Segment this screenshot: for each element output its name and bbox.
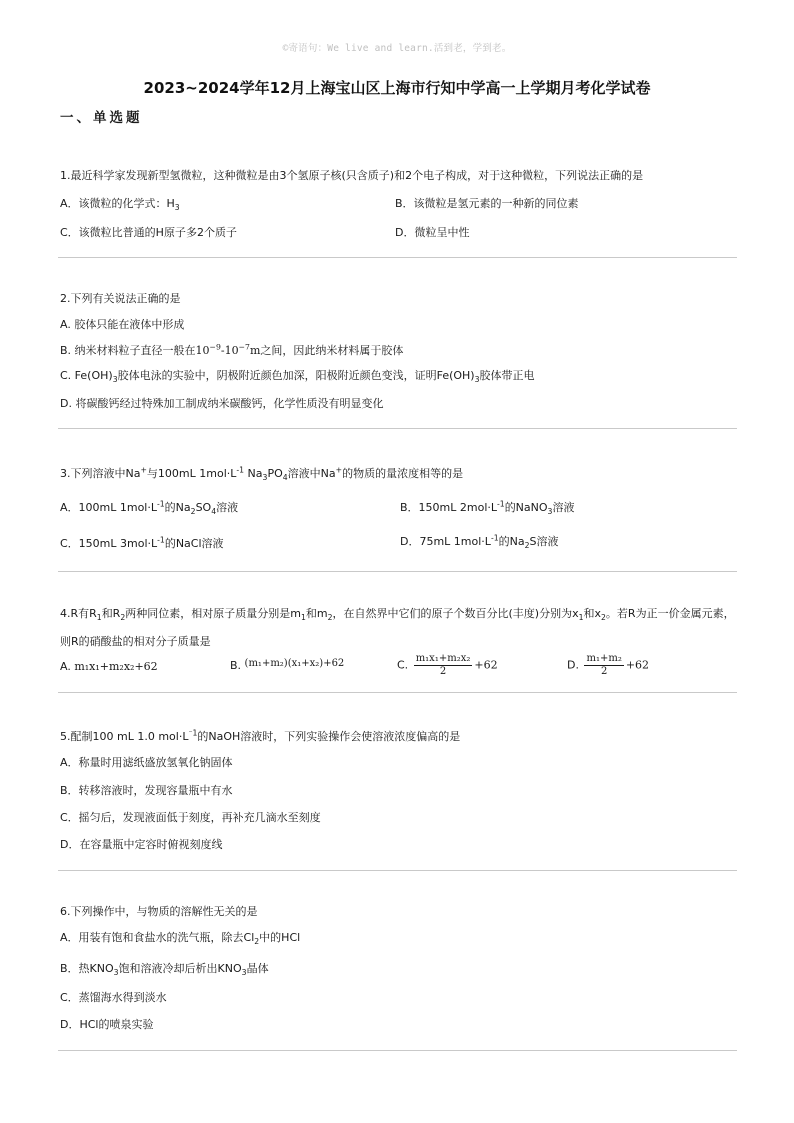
question-2-stem: 2.下列有关说法正确的是 bbox=[60, 292, 181, 305]
question-divider bbox=[58, 257, 737, 258]
question-3-option-d[interactable]: D．75mL $1mol\cdot L^{-1}$的$Na_2S$溶液 bbox=[400, 533, 559, 551]
question-6-option-d[interactable]: D．HCl的喷泉实验 bbox=[60, 1018, 154, 1031]
question-divider bbox=[58, 870, 737, 871]
question-2-option-a[interactable]: A. 胶体只能在液体中形成 bbox=[60, 318, 185, 331]
question-4 bbox=[60, 607, 736, 687]
question-1-stem: 1.最近科学家发现新型氢微粒，这种微粒是由3个氢原子核(只含质子)和2个电子构成，对于这种微粒，下列说法正确的是 bbox=[60, 169, 644, 182]
question-5 bbox=[60, 730, 736, 850]
question-divider bbox=[58, 1050, 737, 1051]
question-1-option-b[interactable]: B．该微粒是氢元素的一种新的同位素 bbox=[395, 197, 579, 210]
question-3-option-c[interactable]: C．150mL $3mol\cdot L^{-1}$的NaCl溶液 bbox=[60, 535, 224, 550]
question-divider bbox=[58, 692, 737, 693]
watermark: ©寄语句：We live and learn.活到老，学到老。 bbox=[282, 43, 512, 54]
question-2-option-b[interactable]: B. 纳米材料粒子直径一般在$10^{-9}-10^{-7}m$之间，因此纳米材料属于胶体 bbox=[60, 342, 404, 357]
question-5-stem: 5.配制100 mL 1.0 $mol\cdot L^{^-1}$的NaOH溶液时，下列实验操作会使溶液浓度偏高的是 bbox=[60, 728, 461, 743]
question-6-option-a[interactable]: A．用装有饱和食盐水的洗气瓶，除去$Cl_2$中的HCl bbox=[60, 931, 301, 947]
question-6-stem: 6.下列操作中，与物质的溶解性无关的是 bbox=[60, 905, 258, 918]
question-5-option-d[interactable]: D．在容量瓶中定容时俯视刻度线 bbox=[60, 838, 223, 851]
question-4-option-d[interactable]: D. $\frac{\text{m₁+m₂}}{2}$ +62 bbox=[567, 653, 650, 677]
fraction: $\frac{\text{m₁+m₂}}{2}$ bbox=[586, 653, 622, 677]
question-2-option-c[interactable]: C. $Fe(OH)_3$胶体电泳的实验中，阴极附近颜色加深，阳极附近颜色变浅，证明$Fe(OH)_3$胶体带正电 bbox=[60, 369, 535, 385]
question-4-stem-line-2: 则R的硝酸盐的相对分子质量是 bbox=[60, 635, 211, 648]
question-2-option-d[interactable]: D. 将碳酸钙经过特殊加工制成纳米碳酸钙，化学性质没有明显变化 bbox=[60, 397, 384, 410]
question-3-option-b[interactable]: B．150mL $2mol\cdot L^{-1}$的NaNO$_3$溶液 bbox=[400, 499, 575, 517]
question-divider bbox=[58, 571, 737, 572]
question-1-option-a[interactable]: A．该微粒的化学式：$H_3$ bbox=[60, 197, 180, 213]
fraction: $\frac{\text{m₁x₁+m₂x₂}}{2}$ bbox=[415, 653, 471, 677]
question-3-stem: 3.下列溶液中Na+与100mL $1mol\cdot L^{-1}$ $Na_3PO_4$溶液中Na+的物质的量浓度相等的是 bbox=[60, 465, 464, 483]
question-4-option-b[interactable]: B. (m₁+m₂)(x₁+x₂)+62 bbox=[230, 658, 345, 672]
question-4-option-a[interactable]: A. m₁x₁+m₂x₂+62 bbox=[60, 660, 158, 673]
question-1-option-d[interactable]: D．微粒呈中性 bbox=[395, 226, 470, 239]
page-title: 2023~2024学年12月上海宝山区上海市行知中学高一上学期月考化学试卷 bbox=[143, 79, 651, 97]
question-4-stem-line-1: 4.R有$R_1$和$R_2$两种同位素，相对原子质量分别是$m_1$和$m_2$，在自然界中它们的原子个数百分比(丰度)分别为$x_1$和$x_2$。若R为正一价金属元素， bbox=[60, 607, 735, 623]
question-6-option-b[interactable]: B．热$KNO_3$饱和溶液冷却后析出$KNO_3$晶体 bbox=[60, 962, 269, 978]
question-1 bbox=[60, 169, 736, 239]
question-divider bbox=[58, 428, 737, 429]
question-5-option-a[interactable]: A．称量时用滤纸盛放氢氧化钠固体 bbox=[60, 756, 233, 769]
question-3 bbox=[60, 467, 736, 557]
question-5-option-c[interactable]: C．摇匀后，发现液面低于刻度，再补充几滴水至刻度 bbox=[60, 811, 321, 824]
question-2 bbox=[60, 292, 736, 412]
section-heading: 一、单选题 bbox=[60, 110, 143, 126]
question-4-option-c[interactable]: C. $\frac{\text{m₁x₁+m₂x₂}}{2}$ +62 bbox=[397, 653, 498, 677]
question-5-option-b[interactable]: B．转移溶液时，发现容量瓶中有水 bbox=[60, 784, 233, 797]
question-6 bbox=[60, 905, 736, 1030]
question-3-option-a[interactable]: A．100mL $1mol\cdot L^{-1}$的$Na_2SO_4$溶液 bbox=[60, 499, 239, 517]
question-6-option-c[interactable]: C．蒸馏海水得到淡水 bbox=[60, 991, 167, 1004]
question-1-option-c[interactable]: C．该微粒比普通的H原子多2个质子 bbox=[60, 226, 237, 239]
